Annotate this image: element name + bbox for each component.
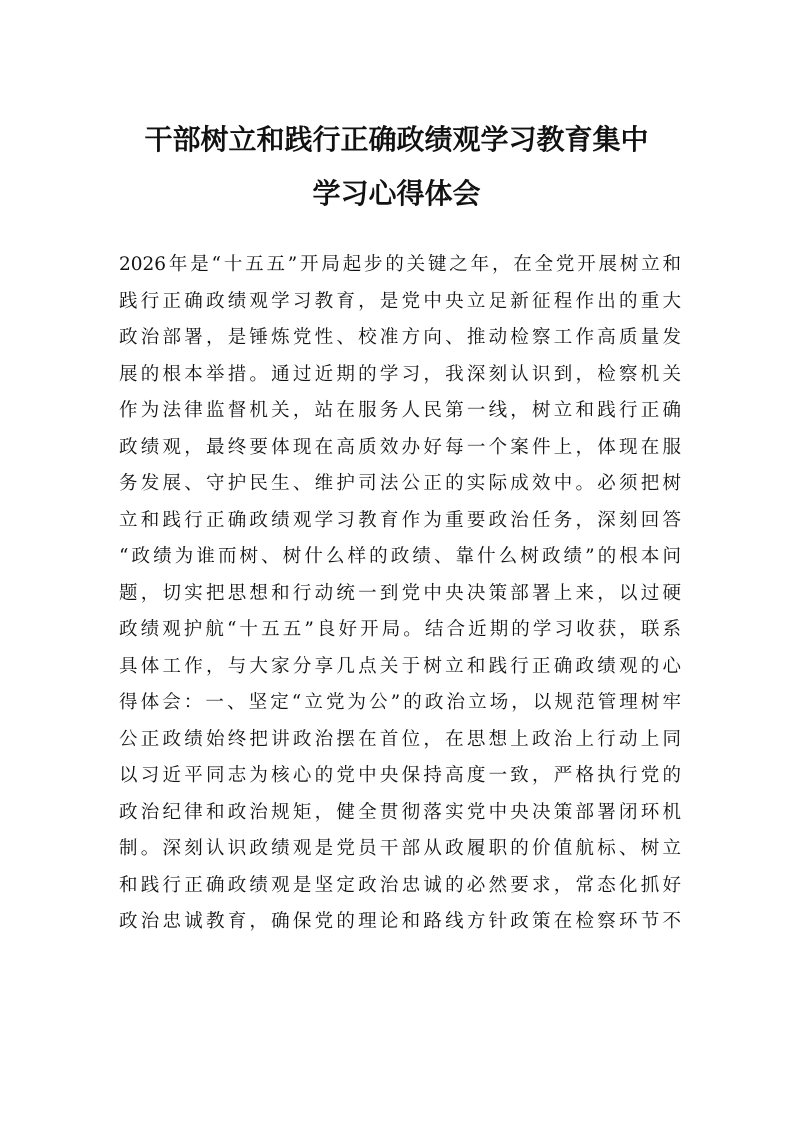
body-line: 政绩观，最终要体现在高质效办好每一个案件上，体现在服 bbox=[119, 436, 681, 458]
body-line: 作为法律监督机关，站在服务人民第一线，树立和践行正确 bbox=[119, 400, 681, 421]
document-body bbox=[119, 247, 681, 941]
body-line: 和践行正确政绩观是坚定政治忠诚的必然要求，常态化抓好 bbox=[119, 874, 681, 896]
document-title-line-1: 干部树立和践行正确政绩观学习教育集中 bbox=[144, 123, 649, 156]
body-line: 得体会：一、坚定“立党为公”的政治立场，以规范管理树牢 bbox=[119, 692, 681, 713]
body-line: 2026年是“十五五”开局起步的关键之年，在全党开展树立和 bbox=[119, 254, 681, 275]
body-line: 展的根本举措。通过近期的学习，我深刻认识到，检察机关 bbox=[119, 363, 681, 385]
body-line: “政绩为谁而树、树什么样的政绩、靠什么树政绩”的根本问 bbox=[119, 546, 681, 567]
body-line: 制。深刻认识政绩观是党员干部从政履职的价值航标、树立 bbox=[119, 838, 681, 859]
body-line: 政治忠诚教育，确保党的理论和路线方针政策在检察环节不 bbox=[119, 911, 681, 932]
body-line: 政治纪律和政治规矩，健全贯彻落实党中央决策部署闭环机 bbox=[119, 801, 681, 823]
body-line: 具体工作，与大家分享几点关于树立和践行正确政绩观的心 bbox=[119, 655, 681, 677]
body-line: 政治部署，是锤炼党性、校准方向、推动检察工作高质量发 bbox=[119, 327, 681, 348]
body-line: 政绩观护航“十五五”良好开局。结合近期的学习收获，联系 bbox=[119, 619, 681, 640]
document-title-line-2: 学习心得体会 bbox=[312, 177, 481, 210]
body-line: 题，切实把思想和行动统一到党中央决策部署上来，以过硬 bbox=[119, 582, 681, 604]
body-line: 践行正确政绩观学习教育，是党中央立足新征程作出的重大 bbox=[119, 290, 681, 312]
body-line: 立和践行正确政绩观学习教育作为重要政治任务，深刻回答 bbox=[119, 509, 681, 531]
body-line: 以习近平同志为核心的党中央保持高度一致，严格执行党的 bbox=[119, 765, 681, 786]
body-line: 公正政绩始终把讲政治摆在首位，在思想上政治上行动上同 bbox=[119, 728, 681, 750]
body-line: 务发展、守护民生、维护司法公正的实际成效中。必须把树 bbox=[119, 473, 681, 494]
